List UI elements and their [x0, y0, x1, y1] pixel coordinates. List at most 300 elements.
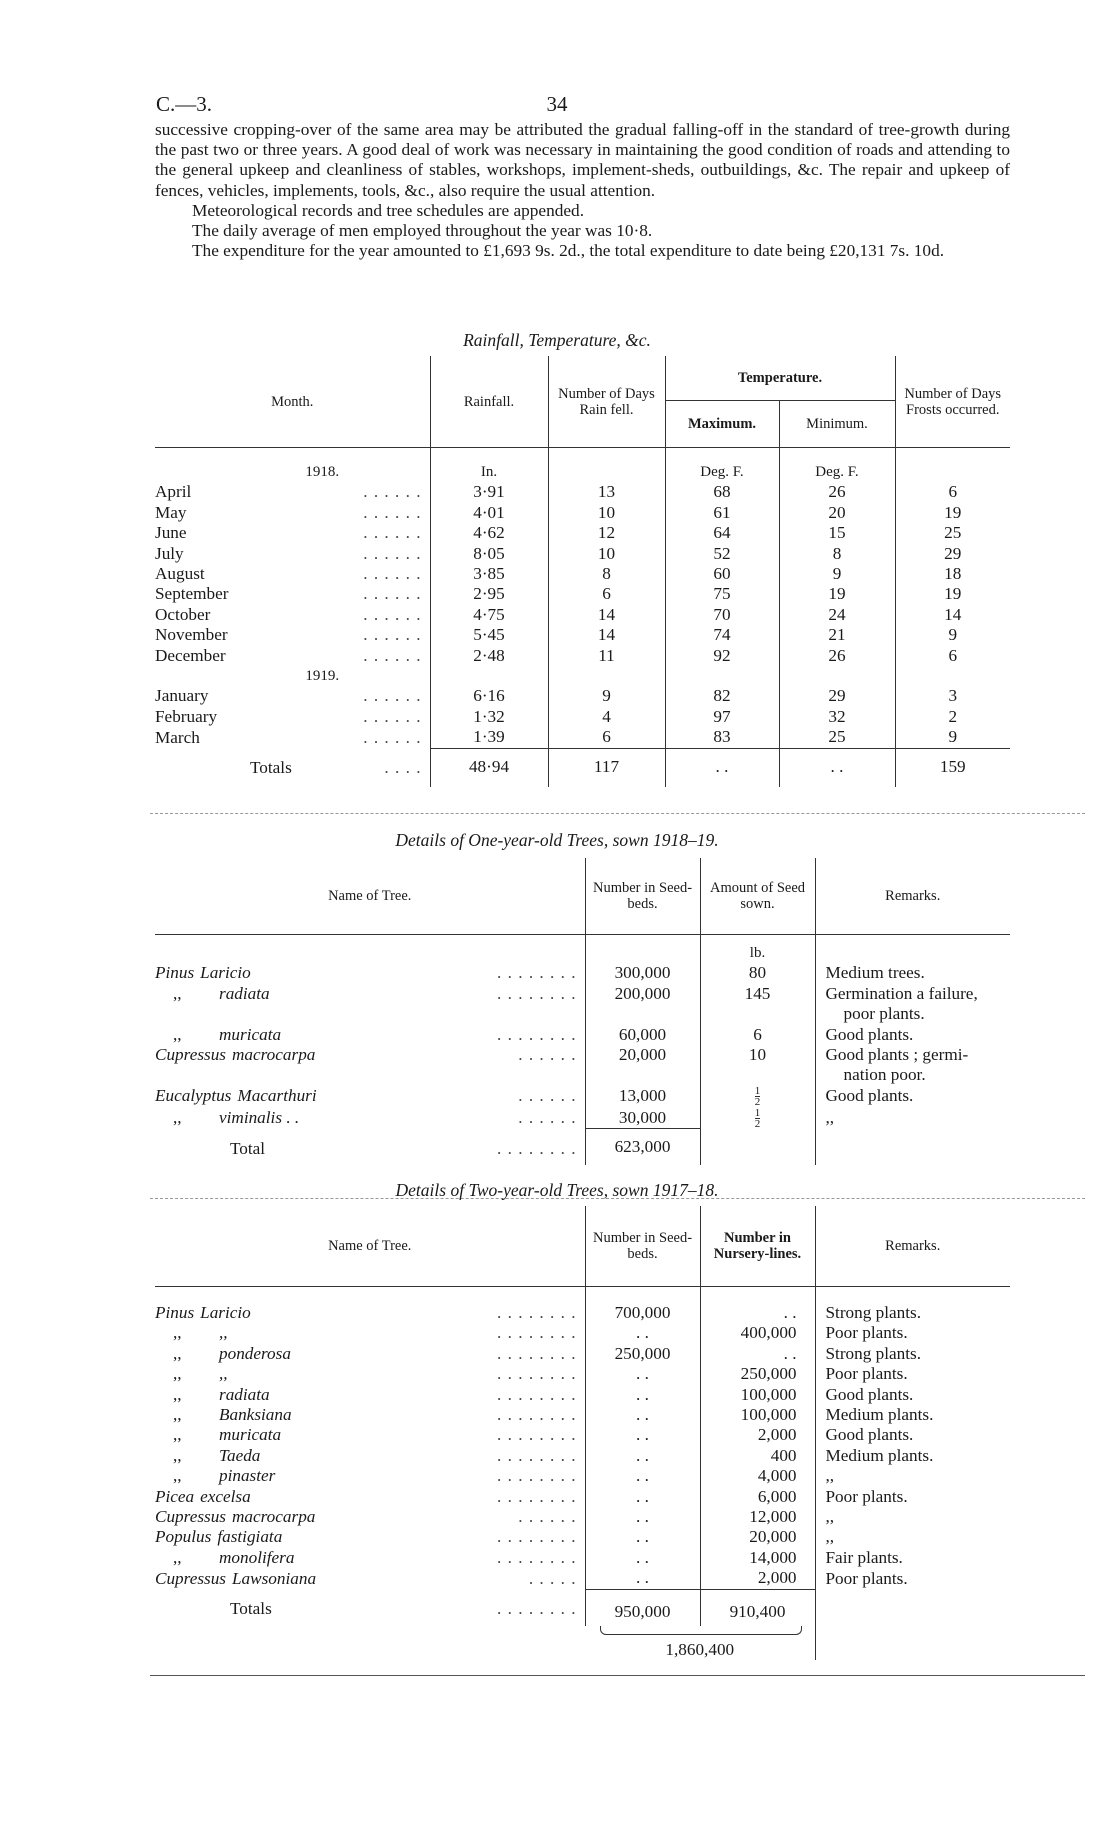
days-rain-value: 8	[548, 564, 665, 584]
rainfall-value: 1·32	[430, 707, 548, 727]
year-label: 1918.	[305, 464, 340, 480]
tree-genus: Picea	[155, 1486, 195, 1506]
document-reference: C.—3.	[156, 92, 213, 116]
fraction-denominator: 2	[754, 1096, 761, 1109]
tree-row	[155, 1405, 1010, 1425]
leader-dots: . . . . . .	[363, 727, 422, 747]
month-row	[155, 646, 1010, 666]
seed-beds-value: . .	[585, 1425, 700, 1445]
tree-row	[155, 1364, 1010, 1384]
tree-genus: Cupressus	[155, 1568, 226, 1588]
month-name: December	[155, 645, 226, 665]
tree-row	[155, 1107, 1010, 1129]
tree-species: viminalis . .	[219, 1107, 300, 1127]
tree-species: ,,	[219, 1323, 228, 1343]
tree-row	[155, 1466, 1010, 1486]
seed-beds-value: . .	[585, 1446, 700, 1466]
minimum-value: 8	[779, 544, 895, 564]
header-minimum: Minimum.	[779, 401, 895, 448]
seed-beds-value: . .	[585, 1466, 700, 1486]
month-row	[155, 605, 1010, 625]
month-name: January	[155, 686, 209, 706]
leader-dots: . . . . . .	[363, 543, 422, 563]
tree-genus: ,,	[173, 1343, 182, 1363]
maximum-value: 97	[665, 707, 779, 727]
tree-row	[155, 963, 1010, 983]
month-name: October	[155, 604, 211, 624]
month-name: June	[155, 523, 187, 543]
leader-dots: . . . . . . . .	[497, 1527, 577, 1547]
table-divider	[150, 813, 1085, 814]
total-seed-beds: 950,000	[585, 1589, 700, 1625]
tree-name-cell	[155, 1487, 585, 1507]
tree-row	[155, 1025, 1010, 1045]
header-nursery-lines: Number in Nursery-lines.	[700, 1206, 815, 1287]
leader-dots: . . . . . . . .	[497, 963, 577, 983]
frosts-value: 19	[895, 584, 1010, 604]
tree-genus: ,,	[173, 1323, 182, 1343]
days-rain-value: 4	[548, 707, 665, 727]
header-name-of-tree: Name of Tree.	[328, 888, 412, 904]
tree-species: monolifera	[219, 1547, 295, 1567]
total-days-rain: 117	[548, 748, 665, 786]
rainfall-value: 4·62	[430, 523, 548, 543]
tree-row	[155, 1385, 1010, 1405]
minimum-unit: Deg. F.	[779, 448, 895, 483]
tree-name-cell	[155, 963, 585, 983]
empty-cell	[585, 1065, 700, 1085]
tree-genus: ,,	[173, 1364, 182, 1384]
month-row	[155, 686, 1010, 706]
rainfall-value: 2·48	[430, 646, 548, 666]
tree-name-cell	[155, 1344, 585, 1364]
remarks-value: Fair plants.	[815, 1548, 1010, 1568]
tree-row	[155, 1548, 1010, 1568]
month-cell	[155, 646, 430, 666]
remarks-value: Strong plants.	[815, 1303, 1010, 1323]
seed-beds-value: 700,000	[585, 1303, 700, 1323]
remarks-continuation: poor plants.	[815, 1004, 1010, 1024]
page-number: 34	[546, 92, 568, 116]
tree-name-cell	[155, 1303, 585, 1323]
days-rain-value: 14	[548, 605, 665, 625]
units-row	[155, 448, 1010, 483]
month-cell	[155, 523, 430, 543]
tree-genus: ,,	[173, 1107, 182, 1127]
remarks-value: Germination a failure,	[815, 984, 1010, 1004]
leader-dots: . . . . . . . .	[497, 1323, 577, 1343]
seed-beds-value: . .	[585, 1527, 700, 1547]
tree-species: ponderosa	[219, 1343, 291, 1363]
nursery-lines-value: 100,000	[700, 1385, 815, 1405]
seed-sown-value: 6	[700, 1025, 815, 1045]
total-maximum: . .	[665, 748, 779, 786]
rainfall-value: 4·01	[430, 503, 548, 523]
seed-beds-value: 250,000	[585, 1344, 700, 1364]
fraction-denominator: 2	[754, 1117, 761, 1130]
total-nursery-lines: 910,400	[700, 1589, 815, 1625]
header-seed-beds: Number in Seed-beds.	[585, 1206, 700, 1287]
leader-dots: . . . . . .	[518, 1086, 577, 1106]
rainfall-value: 8·05	[430, 544, 548, 564]
tree-genus: ,,	[173, 1425, 182, 1445]
leader-dots: . . . . . . . .	[497, 1343, 577, 1363]
tree-row	[155, 1303, 1010, 1323]
leader-dots: . . . . . . . .	[497, 1138, 577, 1158]
maximum-value: 61	[665, 503, 779, 523]
header-seed-beds: Number in Seed-beds.	[585, 858, 700, 935]
month-cell	[155, 503, 430, 523]
tree-name-cell	[155, 1548, 585, 1568]
seed-beds-value: . .	[585, 1568, 700, 1589]
frosts-value: 29	[895, 544, 1010, 564]
tree-genus: ,,	[173, 1547, 182, 1567]
seed-beds-value: . .	[585, 1385, 700, 1405]
seed-sown-value: 10	[700, 1045, 815, 1065]
leader-dots: . . . . . .	[363, 482, 422, 502]
seed-beds-value: 13,000	[585, 1086, 700, 1108]
nursery-lines-value: 4,000	[700, 1466, 815, 1486]
nursery-lines-value: 2,000	[700, 1568, 815, 1589]
maximum-value: 70	[665, 605, 779, 625]
seed-sown-value	[700, 1086, 815, 1108]
nursery-lines-value: 400,000	[700, 1323, 815, 1343]
month-row	[155, 625, 1010, 645]
leader-dots: . . . . . .	[518, 1045, 577, 1065]
rainfall-value: 5·45	[430, 625, 548, 645]
minimum-value: 25	[779, 727, 895, 748]
fraction	[755, 1108, 761, 1129]
remarks-value: Medium trees.	[815, 963, 1010, 983]
leader-dots: . . . . . . . .	[497, 1303, 577, 1322]
tree-row	[155, 1045, 1010, 1065]
leader-dots: . . . . . . . .	[497, 1405, 577, 1425]
month-name: February	[155, 706, 218, 726]
tree-name-cell	[155, 1385, 585, 1405]
frosts-value: 6	[895, 482, 1010, 502]
remarks-value: Poor plants.	[815, 1323, 1010, 1343]
remarks-value: Good plants.	[815, 1385, 1010, 1405]
days-rain-value: 12	[548, 523, 665, 543]
nursery-lines-value: 2,000	[700, 1425, 815, 1445]
rainfall-value: 3·91	[430, 482, 548, 502]
leader-dots: . . . . . . . .	[497, 1547, 577, 1567]
leader-dots: . . . . . .	[363, 645, 422, 665]
minimum-value: 20	[779, 503, 895, 523]
month-name: August	[155, 564, 205, 584]
tree-species: excelsa	[200, 1486, 251, 1506]
nursery-lines-value: 250,000	[700, 1364, 815, 1384]
leader-dots: . . . . . .	[363, 564, 422, 584]
frosts-value: 2	[895, 707, 1010, 727]
intro-paragraph-1: successive cropping-over of the same area may be attributed the gradual falling-off in the standard of tree-growth during the past two or three years. A good deal of work was necessary in maintaining the good condition of roads and attending to the general upkeep and cleanliness of stables, workshops, implement-sheds, outbuildings, &c. The repair and upkeep of fences, vehicles, implements, tools, &c., also require the usual attention.	[155, 120, 1010, 200]
totals-row	[155, 1589, 1010, 1625]
tree-name-cell	[155, 1446, 585, 1466]
minimum-value: 26	[779, 482, 895, 502]
days-rain-value: 10	[548, 544, 665, 564]
frosts-value: 9	[895, 727, 1010, 748]
header-rainfall: Rainfall.	[430, 356, 548, 448]
remarks-value: Good plants.	[815, 1086, 1010, 1108]
month-row	[155, 707, 1010, 727]
header-month: Month.	[271, 393, 314, 410]
remarks-value: Medium plants.	[815, 1446, 1010, 1466]
tree-row	[155, 1527, 1010, 1547]
header-seed-sown: Amount of Seed sown.	[700, 858, 815, 935]
remarks-value: ,,	[815, 1507, 1010, 1527]
days-rain-value: 9	[548, 686, 665, 706]
seed-beds-value: 60,000	[585, 1025, 700, 1045]
leader-dots: . . . . . . . .	[497, 1364, 577, 1384]
tree-name-cell	[155, 984, 585, 1004]
tree-species: radiata	[219, 983, 270, 1003]
year-row	[155, 666, 1010, 686]
tree-genus: Pinus	[155, 963, 195, 983]
tree-genus: Cupressus	[155, 1507, 226, 1527]
total-row	[155, 1129, 1010, 1165]
month-cell	[155, 544, 430, 564]
two-year-table	[155, 1206, 1010, 1660]
leader-dots: . . . . . .	[363, 625, 422, 645]
remarks-value: Good plants.	[815, 1025, 1010, 1045]
month-row	[155, 564, 1010, 584]
tree-name-cell	[155, 1045, 585, 1065]
total-rainfall: 48·94	[430, 748, 548, 786]
tree-name-cell	[155, 1405, 585, 1425]
remarks-value: Poor plants.	[815, 1568, 1010, 1589]
tree-species: muricata	[219, 1425, 282, 1445]
seed-sown-value: 80	[700, 963, 815, 983]
tree-species: muricata	[219, 1024, 282, 1044]
tree-name-cell	[155, 1107, 585, 1129]
nursery-lines-value: . .	[700, 1344, 815, 1364]
bottom-rule	[150, 1675, 1085, 1676]
remarks-value: Medium plants.	[815, 1405, 1010, 1425]
frosts-value: 6	[895, 646, 1010, 666]
maximum-value: 74	[665, 625, 779, 645]
seed-beds-value: . .	[585, 1364, 700, 1384]
total-minimum: . .	[779, 748, 895, 786]
fraction-numerator: 1	[754, 1106, 761, 1119]
grand-total-brace	[600, 1626, 802, 1635]
header-remarks: Remarks.	[815, 858, 1010, 935]
totals-label: Totals	[250, 758, 292, 778]
month-row	[155, 727, 1010, 748]
remarks-continuation-row	[155, 1065, 1010, 1085]
minimum-value: 24	[779, 605, 895, 625]
remarks-value: Strong plants.	[815, 1344, 1010, 1364]
header-remarks: Remarks.	[815, 1206, 1010, 1287]
leader-dots: . . . .	[384, 758, 422, 778]
tree-species: Laricio	[200, 963, 251, 983]
maximum-value: 92	[665, 646, 779, 666]
leader-dots: . . . . . .	[363, 604, 422, 624]
maximum-unit: Deg. F.	[665, 448, 779, 483]
header-days-rain: Number of Days Rain fell.	[548, 356, 665, 448]
intro-paragraph-3: The daily average of men employed throughout the year was 10·8.	[192, 221, 653, 241]
empty-cell	[700, 1004, 815, 1024]
month-cell	[155, 584, 430, 604]
header-frosts: Number of Days Frosts occurred.	[895, 356, 1010, 448]
remarks-value: Good plants ; germi-	[815, 1045, 1010, 1065]
tree-species: Laricio	[200, 1303, 251, 1322]
month-name: May	[155, 502, 187, 522]
maximum-value: 60	[665, 564, 779, 584]
tree-name-cell	[155, 1568, 585, 1589]
tree-name-cell	[155, 1364, 585, 1384]
tree-name-cell	[155, 1425, 585, 1445]
frosts-value: 3	[895, 686, 1010, 706]
tree-genus: ,,	[173, 983, 182, 1003]
leader-dots: . . . . . .	[363, 502, 422, 522]
remarks-value: ,,	[815, 1527, 1010, 1547]
leader-dots: . . . . . .	[363, 523, 422, 543]
days-rain-value: 13	[548, 482, 665, 502]
tree-species: macrocarpa	[232, 1507, 316, 1527]
remarks-value: Poor plants.	[815, 1364, 1010, 1384]
frosts-value: 14	[895, 605, 1010, 625]
total-seed-beds: 623,000	[585, 1129, 700, 1165]
leader-dots: . . . . . . . .	[497, 983, 577, 1003]
tree-row	[155, 1568, 1010, 1589]
tree-genus: ,,	[173, 1384, 182, 1404]
leader-dots: . . . . . .	[518, 1507, 577, 1527]
days-rain-value: 11	[548, 646, 665, 666]
leader-dots: . . . . . . . .	[497, 1445, 577, 1465]
empty-cell	[585, 1004, 700, 1024]
maximum-value: 83	[665, 727, 779, 748]
tree-row	[155, 1086, 1010, 1108]
tree-species: ,,	[219, 1364, 228, 1384]
totals-row	[155, 748, 1010, 786]
tree-genus: ,,	[173, 1466, 182, 1486]
frosts-value: 18	[895, 564, 1010, 584]
seed-beds-value: 200,000	[585, 984, 700, 1004]
minimum-value: 26	[779, 646, 895, 666]
tree-name-cell	[155, 1527, 585, 1547]
month-name: September	[155, 584, 229, 604]
leader-dots: . . . . . .	[363, 706, 422, 726]
tree-name-cell	[155, 1466, 585, 1486]
header-maximum: Maximum.	[665, 401, 779, 448]
leader-dots: . . . . . . . .	[497, 1486, 577, 1506]
nursery-lines-value: . .	[700, 1303, 815, 1323]
rainfall-value: 6·16	[430, 686, 548, 706]
empty-cell	[700, 1065, 815, 1085]
tree-row	[155, 1446, 1010, 1466]
seed-sown-value	[700, 1107, 815, 1129]
nursery-lines-value: 100,000	[700, 1405, 815, 1425]
maximum-value: 75	[665, 584, 779, 604]
minimum-value: 9	[779, 564, 895, 584]
seed-beds-value: . .	[585, 1405, 700, 1425]
fraction	[755, 1086, 761, 1107]
seed-beds-value: 300,000	[585, 963, 700, 983]
seed-unit: lb.	[700, 935, 815, 964]
remarks-value: Good plants.	[815, 1425, 1010, 1445]
nursery-lines-value: 14,000	[700, 1548, 815, 1568]
total-frosts: 159	[895, 748, 1010, 786]
leader-dots: . . . . . . . .	[497, 1425, 577, 1445]
tree-row	[155, 1323, 1010, 1343]
minimum-value: 19	[779, 584, 895, 604]
remarks-continuation-row	[155, 1004, 1010, 1024]
month-name: November	[155, 625, 228, 645]
leader-dots: . . . . . .	[363, 584, 422, 604]
one-year-table-caption: Details of One-year-old Trees, sown 1918–19.	[395, 830, 719, 850]
header-temperature: Temperature.	[665, 356, 895, 401]
remarks-value: Poor plants.	[815, 1487, 1010, 1507]
two-year-table-caption: Details of Two-year-old Trees, sown 1917–18.	[395, 1180, 719, 1200]
tree-genus: Cupressus	[155, 1045, 226, 1065]
days-rain-value: 10	[548, 503, 665, 523]
tree-genus: Eucalyptus	[155, 1086, 232, 1106]
maximum-value: 68	[665, 482, 779, 502]
tree-genus: Populus	[155, 1527, 212, 1547]
tree-genus: ,,	[173, 1024, 182, 1044]
remarks-value: ,,	[815, 1107, 1010, 1129]
seed-beds-value: 20,000	[585, 1045, 700, 1065]
month-row	[155, 544, 1010, 564]
month-name: March	[155, 727, 200, 747]
tree-row	[155, 1507, 1010, 1527]
tree-genus: Pinus	[155, 1303, 195, 1322]
tree-species: fastigiata	[217, 1527, 283, 1547]
tree-species: pinaster	[219, 1466, 276, 1486]
month-row	[155, 482, 1010, 502]
intro-text	[155, 120, 1010, 261]
month-name: April	[155, 482, 192, 502]
seed-sown-value: 145	[700, 984, 815, 1004]
rainfall-table-caption: Rainfall, Temperature, &c.	[463, 330, 651, 350]
days-rain-value: 6	[548, 727, 665, 748]
days-rain-value: 14	[548, 625, 665, 645]
leader-dots: . . . . . . . .	[497, 1599, 577, 1619]
tree-genus: ,,	[173, 1445, 182, 1465]
tree-row	[155, 1344, 1010, 1364]
month-cell	[155, 564, 430, 584]
leader-dots: . . . . . . . .	[497, 1024, 577, 1044]
tree-species: Taeda	[219, 1445, 261, 1465]
nursery-lines-value: 20,000	[700, 1527, 815, 1547]
header-name-of-tree: Name of Tree.	[328, 1238, 412, 1254]
rainfall-value: 1·39	[430, 727, 548, 748]
leader-dots: . . . . .	[528, 1568, 577, 1588]
days-rain-value: 6	[548, 584, 665, 604]
nursery-lines-value: 400	[700, 1446, 815, 1466]
leader-dots: . . . . . . . .	[497, 1466, 577, 1486]
tree-genus: ,,	[173, 1405, 182, 1425]
nursery-lines-value: 12,000	[700, 1507, 815, 1527]
month-row	[155, 503, 1010, 523]
month-row	[155, 523, 1010, 543]
tree-name-cell	[155, 1323, 585, 1343]
minimum-value: 15	[779, 523, 895, 543]
rainfall-value: 2·95	[430, 584, 548, 604]
seed-beds-value: . .	[585, 1548, 700, 1568]
year-label: 1919.	[305, 668, 340, 685]
seed-beds-value: . .	[585, 1487, 700, 1507]
seed-beds-value: . .	[585, 1323, 700, 1343]
grand-total: 1,860,400	[665, 1639, 735, 1659]
month-cell	[155, 707, 430, 727]
seed-beds-value: . .	[585, 1507, 700, 1527]
minimum-value: 29	[779, 686, 895, 706]
remarks-value: ,,	[815, 1466, 1010, 1486]
nursery-lines-value: 6,000	[700, 1487, 815, 1507]
tree-species: Macarthuri	[237, 1086, 317, 1106]
maximum-value: 64	[665, 523, 779, 543]
